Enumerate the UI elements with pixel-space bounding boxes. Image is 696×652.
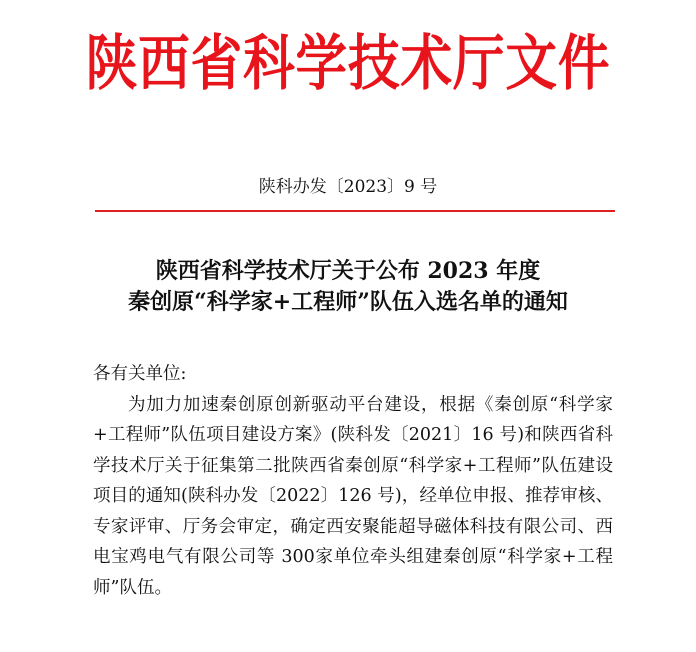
notice-title-line-1: 陕西省科学技术厅关于公布 2023 年度 <box>155 258 541 284</box>
notice-title <box>0 256 696 318</box>
notice-title-line-2: 秦创原“科学家+工程师”队伍入选名单的通知 <box>128 289 568 315</box>
document-number: 陕科办发〔2023〕9 号 <box>258 177 438 197</box>
red-divider-rule <box>95 210 615 212</box>
document-masthead: 陕西省科学技术厅文件 <box>85 29 611 99</box>
notice-body <box>93 359 613 603</box>
body-paragraph: 为加力加速秦创原创新驱动平台建设，根据《秦创原“科学家+工程师”队伍项目建设方案》(陕科发〔2021〕16 号)和陕西省科学技术厅关于征集第二批陕西省秦创原“科学家+工程师”队伍建设项目的通知(陕科办发〔2022〕126 号)，经单位申报、推荐审核、专家评审、厅务会审定，确定西安聚能超导磁体科技有限公司、西电宝鸡电气有限公司等 300家单位牵头组建秦创原“科学家+工程师”队伍。 <box>93 394 613 598</box>
salutation: 各有关单位: <box>93 364 187 384</box>
